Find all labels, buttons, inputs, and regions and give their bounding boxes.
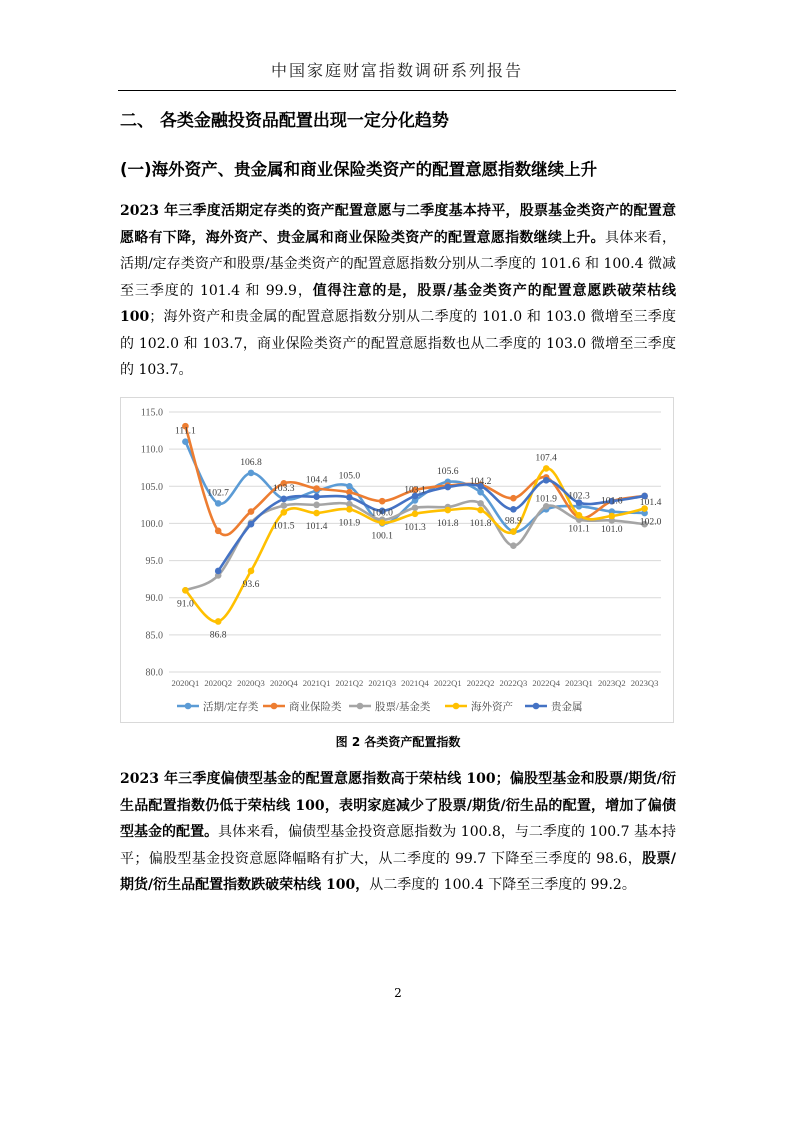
series-point-1 — [379, 498, 386, 505]
legend-marker-3 — [453, 703, 460, 710]
series-point-1 — [510, 495, 517, 502]
paragraph-2-text-2: 从二季度的 100.4 下降至三季度的 99.2。 — [369, 877, 636, 893]
series-point-4 — [543, 477, 550, 484]
data-label: 101.9 — [535, 493, 557, 505]
paragraph-1-text-2: ；海外资产和贵金属的配置意愿指数分别从二季度的 101.0 和 103.0 微增至三季度的 102.0 和 103.7，商业保险类资产的配置意愿指数也从二季度的 103.0 微增至三季度的 103.7。 — [120, 309, 676, 378]
x-tick-label: 2022Q4 — [532, 678, 561, 688]
data-label: 104.2 — [469, 476, 492, 488]
series-point-0 — [248, 470, 255, 477]
paragraph-1-bold-2: 值得注意的是，股票/基金类资产的配置意愿跌破荣枯线 100 — [120, 282, 676, 325]
x-tick-label: 2022Q3 — [499, 678, 528, 688]
x-tick-label: 2020Q3 — [237, 678, 265, 688]
data-label: 101.6 — [601, 495, 623, 507]
series-point-1 — [215, 528, 222, 535]
series-point-3 — [477, 507, 484, 514]
data-label: 102.7 — [207, 487, 229, 499]
series-point-2 — [412, 505, 419, 512]
series-point-0 — [182, 438, 189, 445]
legend-label: 股票/基金类 — [375, 701, 431, 713]
header-divider — [118, 90, 676, 91]
y-tick-label: 90.0 — [145, 593, 163, 605]
report-header: 中国家庭财富指数调研系列报告 — [270, 61, 523, 80]
series-point-3 — [313, 510, 320, 517]
data-label: 102.3 — [568, 490, 590, 502]
data-label: 103.3 — [273, 482, 295, 494]
page-number: 2 — [394, 986, 402, 1000]
data-label: 98.9 — [505, 515, 522, 527]
series-point-3 — [412, 510, 419, 517]
series-point-0 — [477, 489, 484, 496]
data-label: 103.1 — [404, 484, 426, 496]
data-label: 101.4 — [305, 521, 328, 533]
x-tick-label: 2023Q1 — [565, 678, 593, 688]
series-point-3 — [609, 513, 616, 520]
x-tick-label: 2020Q2 — [204, 678, 233, 688]
data-label: 101.1 — [568, 523, 590, 535]
series-point-4 — [248, 521, 255, 528]
legend-label: 活期/定存类 — [203, 701, 259, 713]
y-tick-label: 110.0 — [140, 444, 163, 456]
legend-label: 商业保险类 — [289, 701, 342, 713]
series-point-3 — [182, 587, 189, 594]
series-point-4 — [215, 568, 222, 575]
y-tick-label: 115.0 — [140, 407, 163, 419]
paragraph-1-bold-1: 2023 年三季度活期定存类的资产配置意愿与二季度基本持平，股票基金类资产的配置意愿略有下降，海外资产、贵金属和商业保险类资产的配置意愿指数继续上升。 — [120, 203, 676, 246]
data-label: 101.8 — [469, 518, 492, 530]
data-label: 100.0 — [371, 507, 393, 519]
asset-allocation-chart — [120, 397, 674, 723]
data-label: 107.4 — [535, 452, 557, 464]
series-point-3 — [576, 512, 583, 519]
x-tick-label: 2021Q4 — [401, 678, 429, 688]
legend-marker-2 — [357, 703, 364, 710]
series-point-4 — [510, 506, 517, 513]
series-point-3 — [248, 568, 255, 575]
paragraph-2 — [120, 766, 676, 899]
series-point-4 — [313, 493, 320, 500]
paragraph-1 — [120, 198, 676, 384]
section-heading: 二、 各类金融投资品配置出现一定分化趋势 — [120, 111, 449, 131]
x-tick-label: 2023Q3 — [630, 678, 659, 688]
x-tick-label: 2020Q1 — [171, 678, 200, 688]
legend-label: 贵金属 — [551, 701, 583, 713]
data-label: 106.8 — [240, 456, 262, 468]
legend-marker-1 — [271, 703, 278, 710]
series-point-0 — [346, 483, 353, 490]
paragraph-2-text-1: 具体来看，偏债型基金投资意愿指数为 100.8，与二季度的 100.7 基本持平；偏股型基金投资意愿降幅略有扩大，从二季度的 99.7 下降至三季度的 98.6， — [120, 824, 676, 867]
data-label: 101.4 — [639, 497, 662, 509]
data-label: 105.6 — [437, 465, 459, 477]
series-point-3 — [510, 528, 517, 535]
data-label: 101.8 — [437, 518, 459, 530]
series-point-1 — [313, 485, 320, 492]
data-label: 101.3 — [404, 521, 426, 533]
series-point-1 — [248, 508, 255, 515]
series-point-3 — [379, 519, 386, 526]
y-tick-label: 80.0 — [145, 667, 163, 679]
series-point-3 — [281, 509, 288, 516]
x-tick-label: 2023Q2 — [597, 678, 626, 688]
series-point-2 — [313, 502, 320, 509]
paragraph-2-bold-1: 2023 年三季度偏债型基金的配置意愿指数高于荣枯线 100；偏股型基金和股票/期货/衍生品配置指数仍低于荣枯线 100，表明家庭减少了股票/期货/衍生品的配置，增加了偏债型基金的配置。 — [120, 771, 676, 840]
data-label: 111.1 — [174, 425, 196, 437]
x-tick-label: 2020Q4 — [269, 678, 298, 688]
data-label: 101.5 — [273, 520, 295, 532]
data-label: 93.6 — [242, 578, 260, 590]
data-label: 86.8 — [209, 629, 227, 641]
series-point-2 — [510, 542, 517, 549]
x-tick-label: 2021Q2 — [335, 678, 364, 688]
x-tick-label: 2022Q2 — [466, 678, 495, 688]
series-point-4 — [445, 484, 452, 491]
x-tick-label: 2021Q3 — [368, 678, 397, 688]
data-label: 101.0 — [601, 524, 623, 535]
series-point-4 — [346, 494, 353, 501]
paragraph-1-text-1: 具体来看，活期/定存类资产和股票/基金类资产的配置意愿指数分别从二季度的 101.6 和 100.4 微减至三季度的 101.4 和 99.9， — [120, 229, 677, 299]
series-point-0 — [215, 500, 222, 507]
figure-caption: 图 2 各类资产配置指数 — [335, 735, 461, 749]
x-tick-label: 2021Q1 — [302, 678, 331, 688]
series-point-2 — [477, 500, 484, 507]
legend-label: 海外资产 — [471, 701, 513, 713]
data-label: 91.0 — [177, 598, 194, 610]
series-point-2 — [281, 502, 288, 509]
y-tick-label: 100.0 — [140, 518, 163, 530]
y-tick-label: 95.0 — [145, 556, 163, 568]
y-tick-label: 85.0 — [145, 630, 163, 642]
series-point-3 — [215, 618, 222, 625]
data-label: 102.0 — [639, 516, 662, 528]
legend-marker-0 — [185, 703, 192, 710]
series-point-3 — [346, 506, 353, 513]
data-label: 105.0 — [338, 470, 361, 482]
chart-canvas — [121, 398, 673, 722]
subsection-heading: (一)海外资产、贵金属和商业保险类资产的配置意愿指数继续上升 — [120, 160, 598, 179]
data-label: 104.4 — [305, 474, 328, 486]
data-label: 101.9 — [338, 517, 361, 529]
series-point-4 — [281, 496, 288, 503]
series-point-3 — [543, 465, 550, 472]
paragraph-2-bold-2: 股票/期货/衍生品配置指数跌破荣枯线 100， — [120, 850, 676, 893]
x-tick-label: 2022Q1 — [433, 678, 462, 688]
y-tick-label: 105.0 — [140, 481, 163, 493]
legend-marker-4 — [533, 703, 540, 710]
data-label: 100.1 — [371, 530, 393, 542]
series-point-3 — [445, 507, 452, 514]
